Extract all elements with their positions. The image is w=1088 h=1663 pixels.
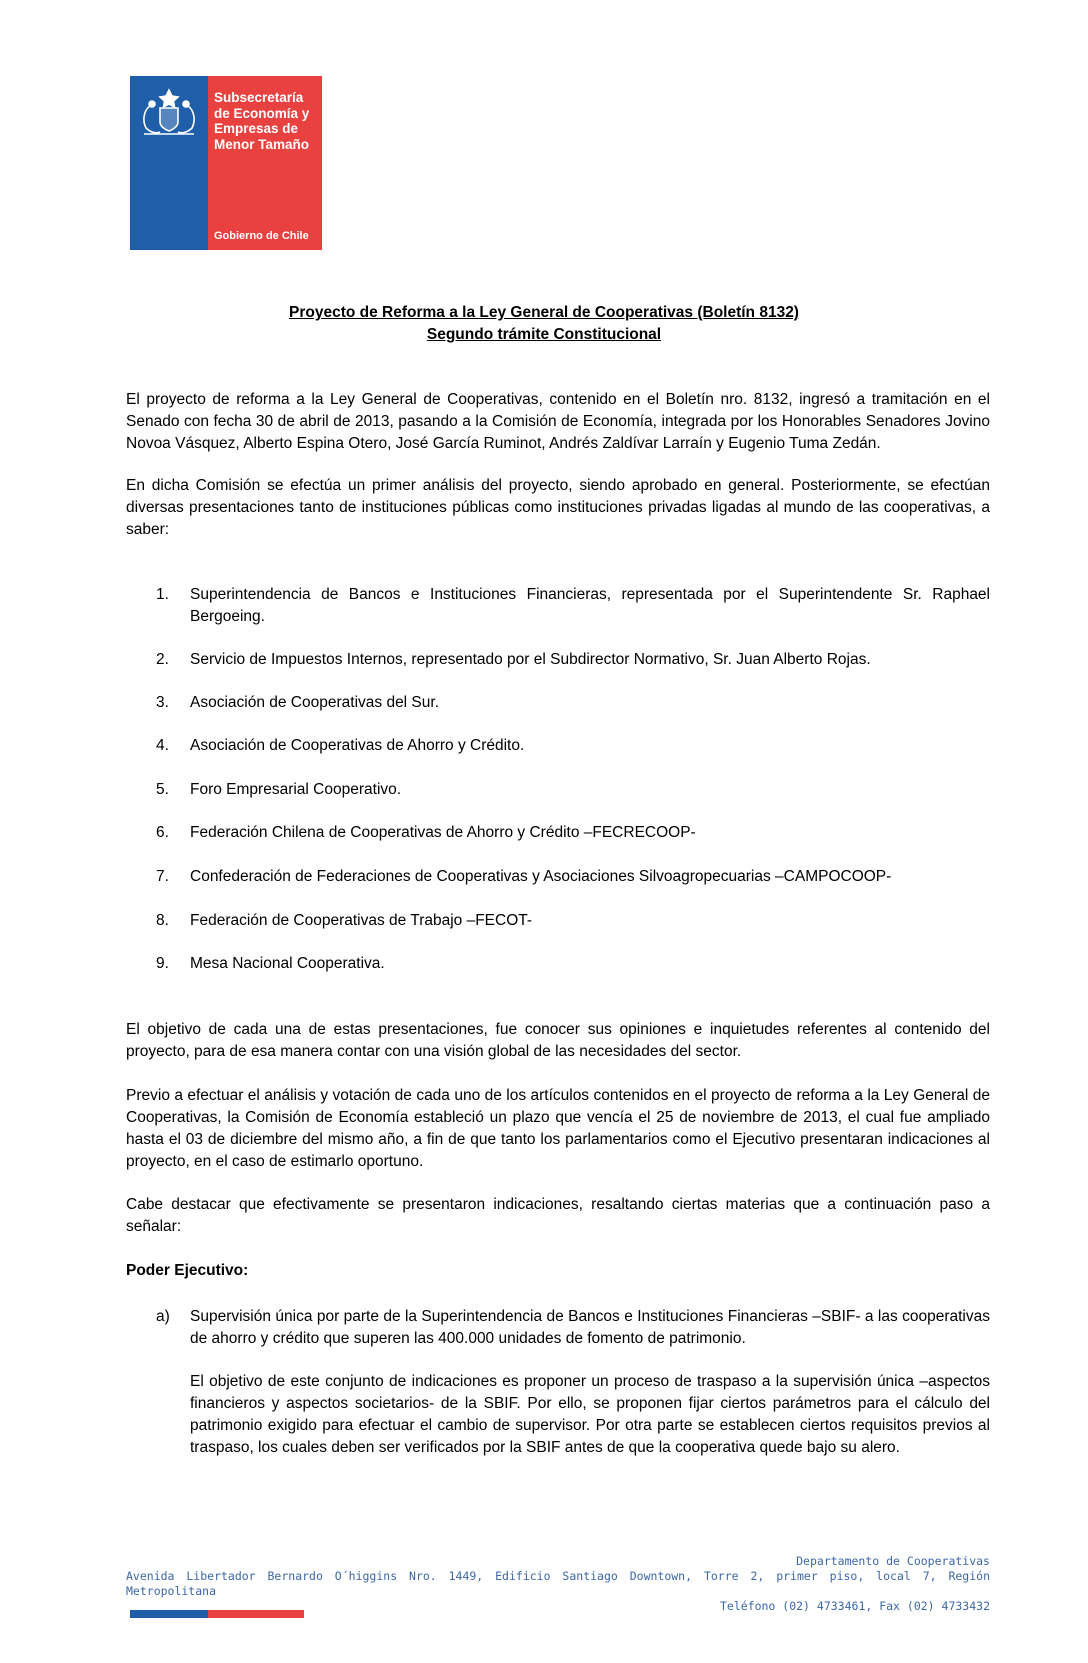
logo-government: Gobierno de Chile: [214, 230, 309, 242]
list-item-number: a): [156, 1308, 170, 1325]
intro-paragraph-1: El proyecto de reforma a la Ley General de Cooperativas, contenido en el Boletín nro. 8132, ingresó a tramitación en el Senado con fecha 30 de abril de 2013, pasando a la Comisión de Economía, integrada por los Honorables Senadores Jovino Novoa Vásquez, Alberto Espina Otero, José García Ruminot, Andrés Zaldívar Larraín y Eugenio Tuma Zedán.: [126, 391, 990, 452]
document-title: Proyecto de Reforma a la Ley General de Cooperativas (Boletín 8132): [289, 304, 799, 321]
page-footer: [126, 1554, 990, 1614]
list-item-text: Asociación de Cooperativas de Ahorro y Crédito.: [190, 737, 525, 754]
list-item-text: Supervisión única por parte de la Superintendencia de Bancos e Instituciones Financieras –SBIF- a las cooperativas de ahorro y crédito que superen las 400.000 unidades de fomento de patrimonio.: [190, 1308, 990, 1347]
footer-department: Departamento de Cooperativas: [796, 1554, 990, 1568]
list-item-number: 1.: [156, 586, 169, 603]
list-item-number: 4.: [156, 737, 169, 754]
body-paragraph-2: Previo a efectuar el análisis y votación de cada uno de los artículos contenidos en el proyecto de reforma a la Ley General de Cooperativas, la Comisión de Economía estableció un plazo que vencía el 25 de noviembre de 2013, el cual fue ampliado hasta el 03 de diciembre del mismo año, a fin de que tanto los parlamentarios como el Ejecutivo presentaran indicaciones al proyecto, en el caso de estimarlo oportuno.: [126, 1087, 990, 1170]
intro-paragraph-2: En dicha Comisión se efectúa un primer análisis del proyecto, siendo aprobado en general. Posteriormente, se efectúan diversas presentaciones tanto de instituciones públicas como instituciones privadas ligadas al mundo de las cooperativas, a saber:: [126, 477, 990, 538]
coat-of-arms-icon: [136, 84, 202, 140]
list-item-text: Servicio de Impuestos Internos, representado por el Subdirector Normativo, Sr. Juan Alberto Rojas.: [190, 651, 871, 668]
list-item-number: 5.: [156, 781, 169, 798]
footer-bar-blue: [130, 1610, 208, 1618]
logo-blue-panel: [130, 76, 208, 250]
list-item-text: Foro Empresarial Cooperativo.: [190, 781, 402, 798]
footer-color-bar: [130, 1610, 304, 1618]
logo-red-panel: [208, 76, 322, 250]
logo-org-name: Subsecretaría de Economía y Empresas de Menor Tamaño: [214, 90, 310, 152]
footer-bar-red: [208, 1610, 304, 1618]
list-item-number: 9.: [156, 955, 169, 972]
list-item-number: 3.: [156, 694, 169, 711]
list-item-number: 8.: [156, 912, 169, 929]
detail-paragraph: El objetivo de este conjunto de indicaciones es proponer un proceso de traspaso a la supervisión única –aspectos financieros y aspectos societarios- de la SBIF. Por ello, se proponen fijar ciertos parámetros para el cálculo del patrimonio exigido para efectuar el cambio de supervisor. Por otra parte se establecen ciertos requisitos previos al traspaso, los cuales deben ser verificados por la SBIF antes de que la cooperativa quede bajo su alero.: [190, 1373, 990, 1456]
list-item-number: 2.: [156, 651, 169, 668]
body-paragraph-3: Cabe destacar que efectivamente se presentaron indicaciones, resaltando ciertas materias que a continuación paso a señalar:: [126, 1196, 990, 1235]
list-item-text: Superintendencia de Bancos e Instituciones Financieras, representada por el Superintendente Sr. Raphael Bergoeing.: [190, 586, 990, 625]
section-heading: Poder Ejecutivo:: [126, 1262, 249, 1279]
list-item-number: 7.: [156, 868, 169, 885]
footer-phone: Teléfono (02) 4733461, Fax (02) 4733432: [719, 1599, 990, 1613]
footer-address: Avenida Libertador Bernardo O´higgins Nro. 1449, Edificio Santiago Downtown, Torre 2, primer piso, local 7, Región Metropolitana: [126, 1569, 990, 1598]
list-item-text: Mesa Nacional Cooperativa.: [190, 955, 385, 972]
list-item-text: Confederación de Federaciones de Cooperativas y Asociaciones Silvoagropecuarias –CAMPOCOOP-: [190, 868, 892, 885]
list-item-text: Federación de Cooperativas de Trabajo –FECOT-: [190, 912, 533, 929]
list-item-number: 6.: [156, 824, 169, 841]
list-item-text: Federación Chilena de Cooperativas de Ahorro y Crédito –FECRECOOP-: [190, 824, 696, 841]
list-item-text: Asociación de Cooperativas del Sur.: [190, 694, 440, 711]
document-subtitle: Segundo trámite Constitucional: [426, 326, 662, 343]
ministry-logo: [130, 76, 322, 250]
body-paragraph-1: El objetivo de cada una de estas presentaciones, fue conocer sus opiniones e inquietudes referentes al contenido del proyecto, para de esa manera contar con una visión global de las necesidades del sector.: [126, 1021, 990, 1060]
